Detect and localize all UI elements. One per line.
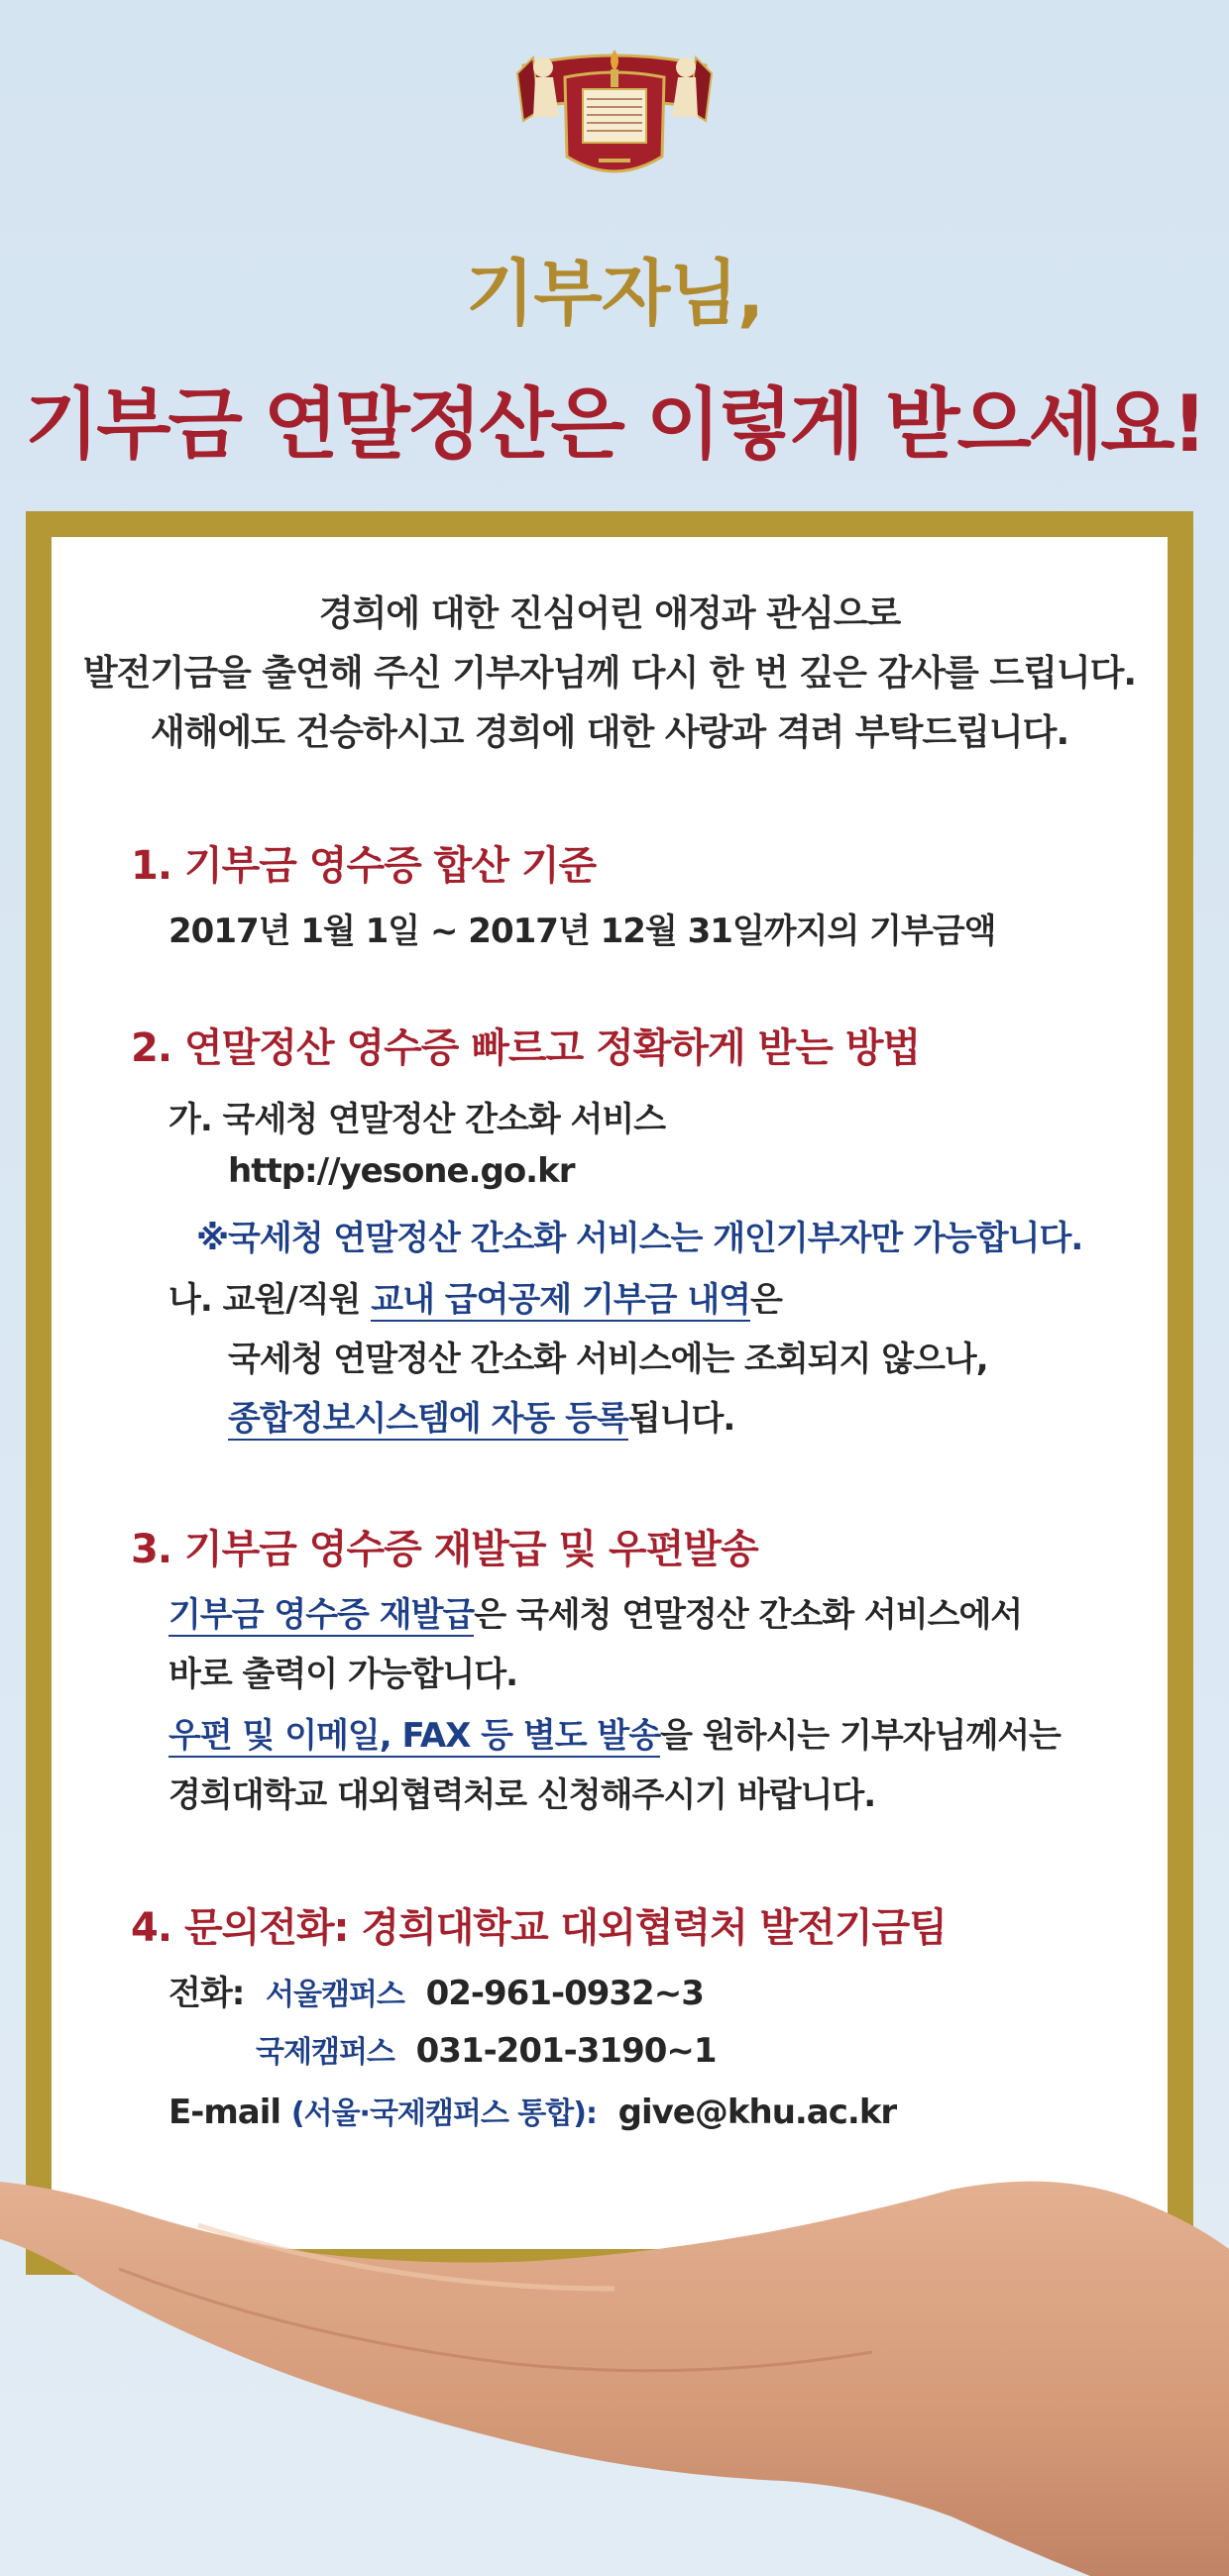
content-card <box>52 537 1168 2249</box>
separate-mailing-link[interactable]: 우편 및 이메일, FAX 등 별도 발송 <box>168 1716 661 1756</box>
section3-line4: 경희대학교 대외협력처로 신청해주시기 바랍니다. <box>168 1775 876 1815</box>
email-address-link[interactable]: give@khu.ac.kr <box>617 2093 897 2132</box>
university-emblem-icon <box>503 38 726 186</box>
section2-item-b-line3 <box>228 1391 734 1440</box>
email-label: E-mail <box>168 2093 281 2132</box>
section3-line1-text: 은 국세청 연말정산 간소화 서비스에서 <box>474 1595 1023 1635</box>
section1-text: 2017년 1월 1일 ~ 2017년 12월 31일까지의 기부금액 <box>168 912 996 951</box>
section2-title: 2. 연말정산 영수증 빠르고 정확하게 받는 방법 <box>131 1025 921 1071</box>
seoul-campus-label: 서울캠퍼스 <box>265 1978 404 2012</box>
intro-message <box>52 585 1168 763</box>
global-campus-label: 국제캠퍼스 <box>256 2035 394 2070</box>
section4-title: 4. 문의전화: 경희대학교 대외협력처 발전기금팀 <box>131 1905 947 1951</box>
yesone-link[interactable]: http://yesone.go.kr <box>228 1151 575 1191</box>
content-frame <box>26 511 1193 2275</box>
open-hand-illustration <box>0 2140 1229 2576</box>
global-phone-number[interactable]: 031-201-3190~1 <box>415 2031 717 2071</box>
section3-line1 <box>168 1587 1022 1636</box>
section3-line3 <box>168 1708 1061 1757</box>
section2-item-b-suffix: 은 <box>750 1280 782 1320</box>
receipt-reissue-link[interactable]: 기부금 영수증 재발급 <box>168 1595 475 1635</box>
seoul-phone-number[interactable]: 02-961-0932~3 <box>425 1974 704 2013</box>
intro-line: 발전기금을 출연해 주신 기부자님께 다시 한 번 깊은 감사를 드립니다. <box>82 653 1137 694</box>
phone-label: 전화: <box>168 1974 245 2013</box>
phone-global-row <box>256 2027 717 2071</box>
intro-line: 경희에 대한 진심어린 애정과 관심으로 <box>318 593 901 634</box>
section2-note: ※국세청 연말정산 간소화 서비스는 개인기부자만 가능합니다. <box>196 1219 1083 1258</box>
section2-item-b-line2: 국세청 연말정산 간소화 서비스에는 조회되지 않으나, <box>228 1340 988 1379</box>
section3-line3-text: 을 원하시는 기부자님께서는 <box>660 1716 1061 1756</box>
headline-greeting: 기부자님, <box>465 252 764 335</box>
section2-item-b-prefix: 나. 교원/직원 <box>168 1280 361 1320</box>
payroll-donation-link[interactable]: 교내 급여공제 기부금 내역 <box>371 1280 751 1320</box>
intro-line: 새해에도 건승하시고 경희에 대한 사랑과 격려 부탁드립니다. <box>150 712 1069 753</box>
section3-line2: 바로 출력이 가능합니다. <box>168 1655 518 1694</box>
section2-item-b <box>168 1272 782 1321</box>
email-note: (서울·국제캠퍼스 통합): <box>290 2096 597 2131</box>
section2-item-b-suffix2: 됩니다. <box>627 1399 735 1439</box>
info-system-link[interactable]: 종합정보시스템에 자동 등록 <box>228 1399 628 1439</box>
headline-title: 기부금 연말정산은 이렇게 받으세요! <box>24 380 1205 470</box>
section2-item-a: 가. 국세청 연말정산 간소화 서비스 <box>168 1100 666 1139</box>
email-row <box>168 2089 896 2132</box>
section1-title: 1. 기부금 영수증 합산 기준 <box>131 843 597 889</box>
section3-title: 3. 기부금 영수증 재발급 및 우편발송 <box>131 1527 758 1572</box>
phone-seoul-row <box>168 1966 704 2014</box>
